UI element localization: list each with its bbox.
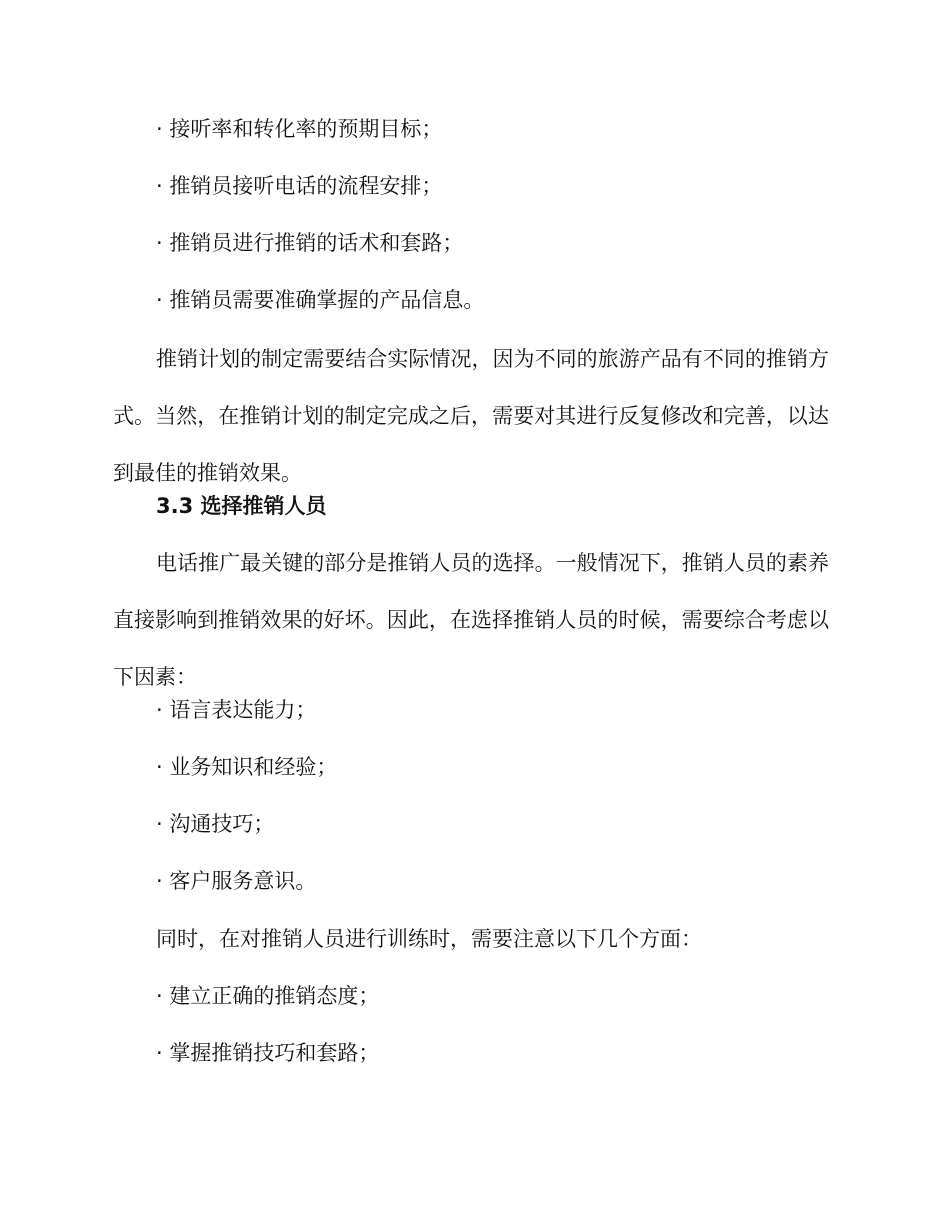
bullet-item: · 推销员接听电话的流程安排； xyxy=(156,174,443,198)
bullet-item: · 接听率和转化率的预期目标； xyxy=(156,117,443,141)
bullet-item: · 业务知识和经验； xyxy=(156,755,338,779)
paragraph-plan: 推销计划的制定需要结合实际情况，因为不同的旅游产品有不同的推销方式。当然，在推销计划的制定完成之后，需要对其进行反复修改和完善，以达到最佳的推销效果。 xyxy=(113,347,829,485)
bullet-item: · 掌握推销技巧和套路； xyxy=(156,1041,380,1065)
bullet-item: · 建立正确的推销态度； xyxy=(156,984,380,1008)
bullet-item: · 推销员需要准确掌握的产品信息。 xyxy=(156,288,485,312)
bullet-item: · 沟通技巧； xyxy=(156,812,275,836)
bullet-item: · 客户服务意识。 xyxy=(156,869,317,893)
paragraph-training: 同时，在对推销人员进行训练时，需要注意以下几个方面： xyxy=(156,927,702,951)
section-heading: 3.3 选择推销人员 xyxy=(156,494,327,518)
bullet-item: · 推销员进行推销的话术和套路； xyxy=(156,231,464,255)
bullet-item: · 语言表达能力； xyxy=(156,698,317,722)
paragraph-select: 电话推广最关键的部分是推销人员的选择。一般情况下，推销人员的素养直接影响到推销效果的好坏。因此，在选择推销人员的时候，需要综合考虑以下因素： xyxy=(113,551,829,689)
